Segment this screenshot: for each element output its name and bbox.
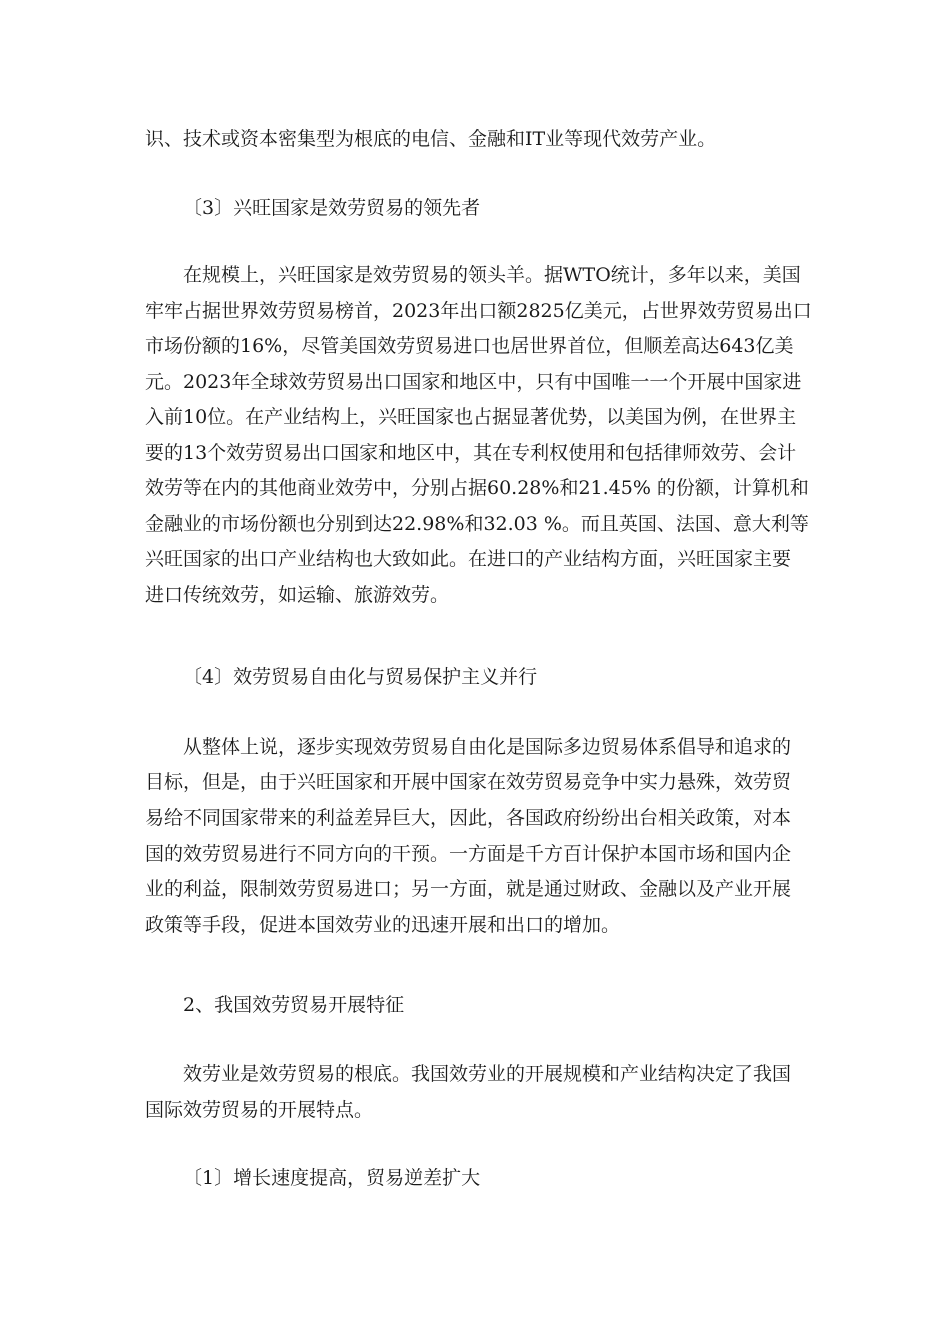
paragraph-line: 在规模上，兴旺国家是效劳贸易的领头羊。据WTO统计，多年以来，美国 [183, 264, 801, 286]
paragraph-line: 市场份额的16%，尽管美国效劳贸易进口也居世界首位，但顺差高达643亿美 [145, 335, 794, 357]
paragraph-line: 入前10位。在产业结构上，兴旺国家也占据显著优势，以美国为例，在世界主 [145, 406, 797, 428]
section-heading: 〔4〕效劳贸易自由化与贸易保护主义并行 [183, 666, 538, 688]
paragraph-line: 牢牢占据世界效劳贸易榜首，2023年出口额2825亿美元，占世界效劳贸易出口 [145, 300, 812, 322]
paragraph-line: 进口传统效劳，如运输、旅游效劳。 [145, 584, 450, 606]
paragraph-line: 国际效劳贸易的开展特点。 [145, 1099, 374, 1121]
paragraph-line: 要的13个效劳贸易出口国家和地区中，其在专利权使用和包括律师效劳、会计 [145, 442, 797, 464]
paragraph-line: 效劳等在内的其他商业效劳中，分别占据60.28%和21.45% 的份额，计算机和 [145, 477, 809, 499]
paragraph-line: 识、技术或资本密集型为根底的电信、金融和IT业等现代效劳产业。 [145, 128, 717, 150]
section-heading: 〔3〕兴旺国家是效劳贸易的领先者 [183, 197, 481, 219]
paragraph-line: 政策等手段，促进本国效劳业的迅速开展和出口的增加。 [145, 914, 621, 936]
section-heading: 〔1〕增长速度提高，贸易逆差扩大 [183, 1167, 481, 1189]
paragraph-line: 效劳业是效劳贸易的根底。我国效劳业的开展规模和产业结构决定了我国 [183, 1063, 792, 1085]
paragraph-line: 兴旺国家的出口产业结构也大致如此。在进口的产业结构方面，兴旺国家主要 [145, 548, 792, 570]
paragraph-line: 目标，但是，由于兴旺国家和开展中国家在效劳贸易竞争中实力悬殊，效劳贸 [145, 771, 792, 793]
paragraph-line: 国的效劳贸易进行不同方向的干预。一方面是千方百计保护本国市场和国内企 [145, 843, 792, 865]
paragraph-line: 从整体上说，逐步实现效劳贸易自由化是国际多边贸易体系倡导和追求的 [183, 736, 792, 758]
paragraph-line: 金融业的市场份额也分别到达22.98%和32.03 %。而且英国、法国、意大利等 [145, 513, 809, 535]
paragraph-line: 易给不同国家带来的利益差异巨大，因此，各国政府纷纷出台相关政策，对本 [145, 807, 792, 829]
paragraph-line: 业的利益，限制效劳贸易进口；另一方面，就是通过财政、金融以及产业开展 [145, 878, 792, 900]
paragraph-line: 元。2023年全球效劳贸易出口国家和地区中，只有中国唯一一个开展中国家进 [145, 371, 802, 393]
section-heading: 2、我国效劳贸易开展特征 [183, 994, 405, 1016]
